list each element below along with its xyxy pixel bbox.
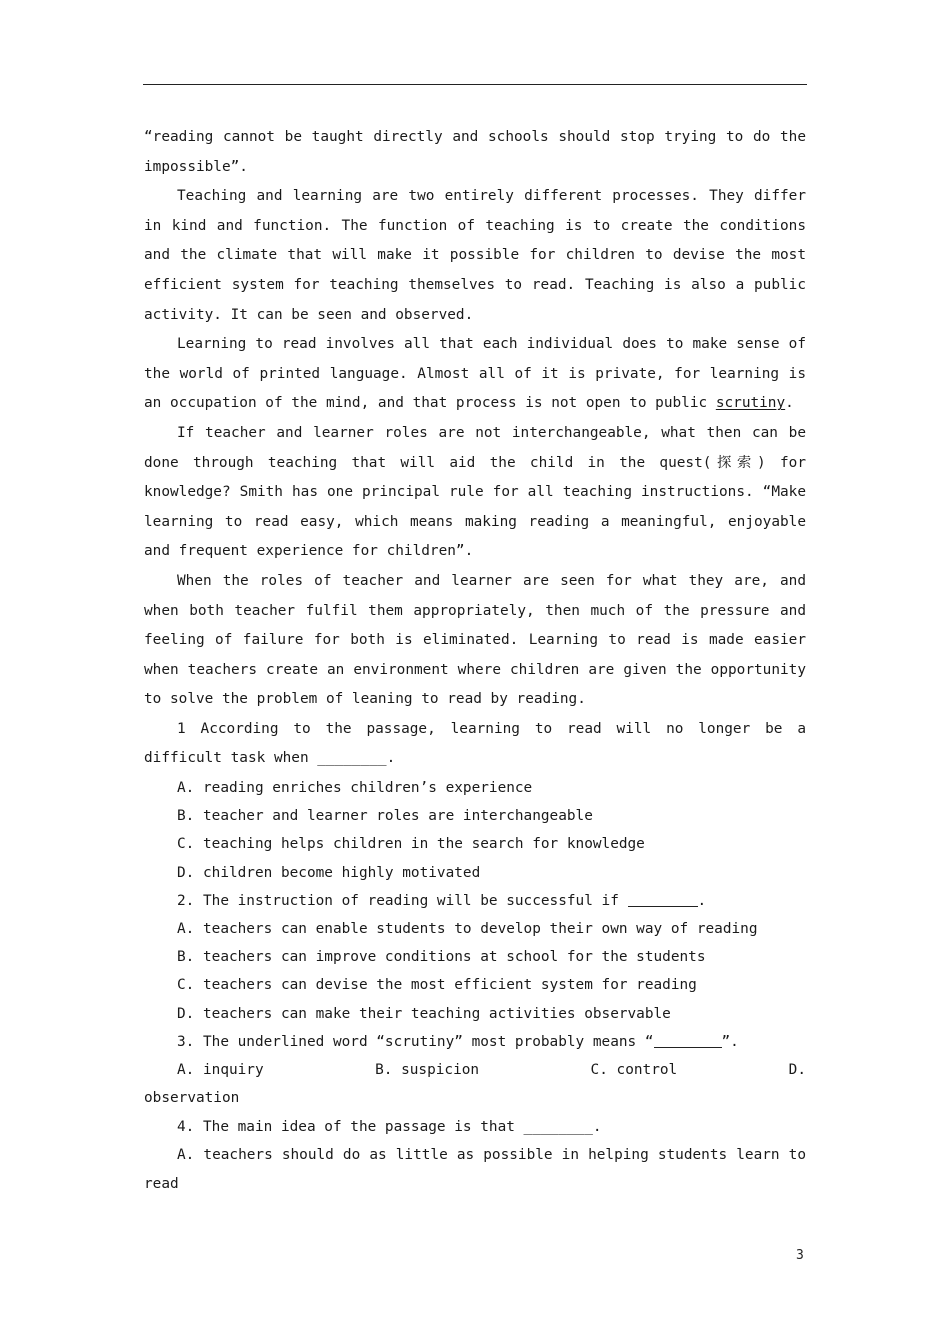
- answer-blank: [628, 891, 698, 906]
- paragraph-text: Learning to read involves all that each individual does to make sense of the world of printed language. Almost all of it is private, for learning is an occupation of the mind, and that process is not open to public: [144, 336, 806, 412]
- paragraph: Teaching and learning are two entirely different processes. They differ in kind and function. The function of teaching is to create the conditions and the climate that will make it possible for children to devise the most efficient system for teaching themselves to read. Teaching is also a public activity. It can be seen and observed.: [144, 188, 806, 323]
- paragraph: [144, 330, 806, 419]
- question-stem: 4. The main idea of the passage is that ________.: [177, 1118, 602, 1135]
- question-option: A. inquiry: [177, 1062, 264, 1079]
- question-stem: [144, 887, 806, 915]
- question-option: D. teachers can make their teaching activities observable: [177, 1005, 671, 1022]
- page-number: 3: [796, 1248, 804, 1263]
- question-stem: 1 According to the passage, learning to read will no longer be a difficult task when ________.: [144, 720, 806, 767]
- question-stem: [144, 1028, 806, 1056]
- options-row: [144, 1056, 806, 1084]
- question-option: C. teaching helps children in the search for knowledge: [177, 836, 645, 853]
- question-option: D. children become highly motivated: [177, 864, 481, 881]
- stem-text: .: [697, 892, 707, 909]
- stem-text: ”.: [721, 1033, 739, 1050]
- question-option: A. teachers can enable students to develop their own way of reading: [177, 921, 758, 938]
- question-option-continued: observation: [144, 1090, 240, 1107]
- paragraph: When the roles of teacher and learner are seen for what they are, and when both teacher fulfil them appropriately, then much of the pressure and feeling of failure for both is eliminated. Learning to read is made easier when teachers create an environment where children are given the opportunity to solve the problem of leaning to read by reading.: [144, 572, 806, 708]
- question-option: A. teachers should do as little as possible in helping students learn to read: [144, 1146, 806, 1193]
- stem-text: 2. The instruction of reading will be successful if: [177, 892, 628, 909]
- question-option: A. reading enriches children’s experience: [177, 780, 533, 797]
- header-rule: [143, 84, 807, 85]
- paragraph: “reading cannot be taught directly and schools should stop trying to do the impossible”.: [144, 129, 806, 175]
- question-option: D.: [788, 1062, 806, 1079]
- paragraph: If teacher and learner roles are not interchangeable, what then can be done through teaching that will aid the child in the quest(探索) for knowledge? Smith has one principal rule for all teaching instructions. “Make learning to read easy, which means making reading a meaningful, enjoyable and frequent experience for children”.: [144, 424, 806, 560]
- question-option: B. teachers can improve conditions at school for the students: [177, 949, 706, 966]
- underlined-word: scrutiny: [715, 395, 786, 412]
- question-option: C. teachers can devise the most efficient system for reading: [177, 977, 697, 994]
- document-body: [144, 123, 806, 1200]
- paragraph-text: .: [785, 395, 794, 412]
- question-option: B. suspicion: [375, 1062, 480, 1079]
- stem-text: 3. The underlined word “scrutiny” most probably means “: [177, 1033, 654, 1050]
- question-option: C. control: [590, 1062, 678, 1079]
- question-option: B. teacher and learner roles are interchangeable: [177, 808, 593, 825]
- answer-blank: [654, 1033, 722, 1048]
